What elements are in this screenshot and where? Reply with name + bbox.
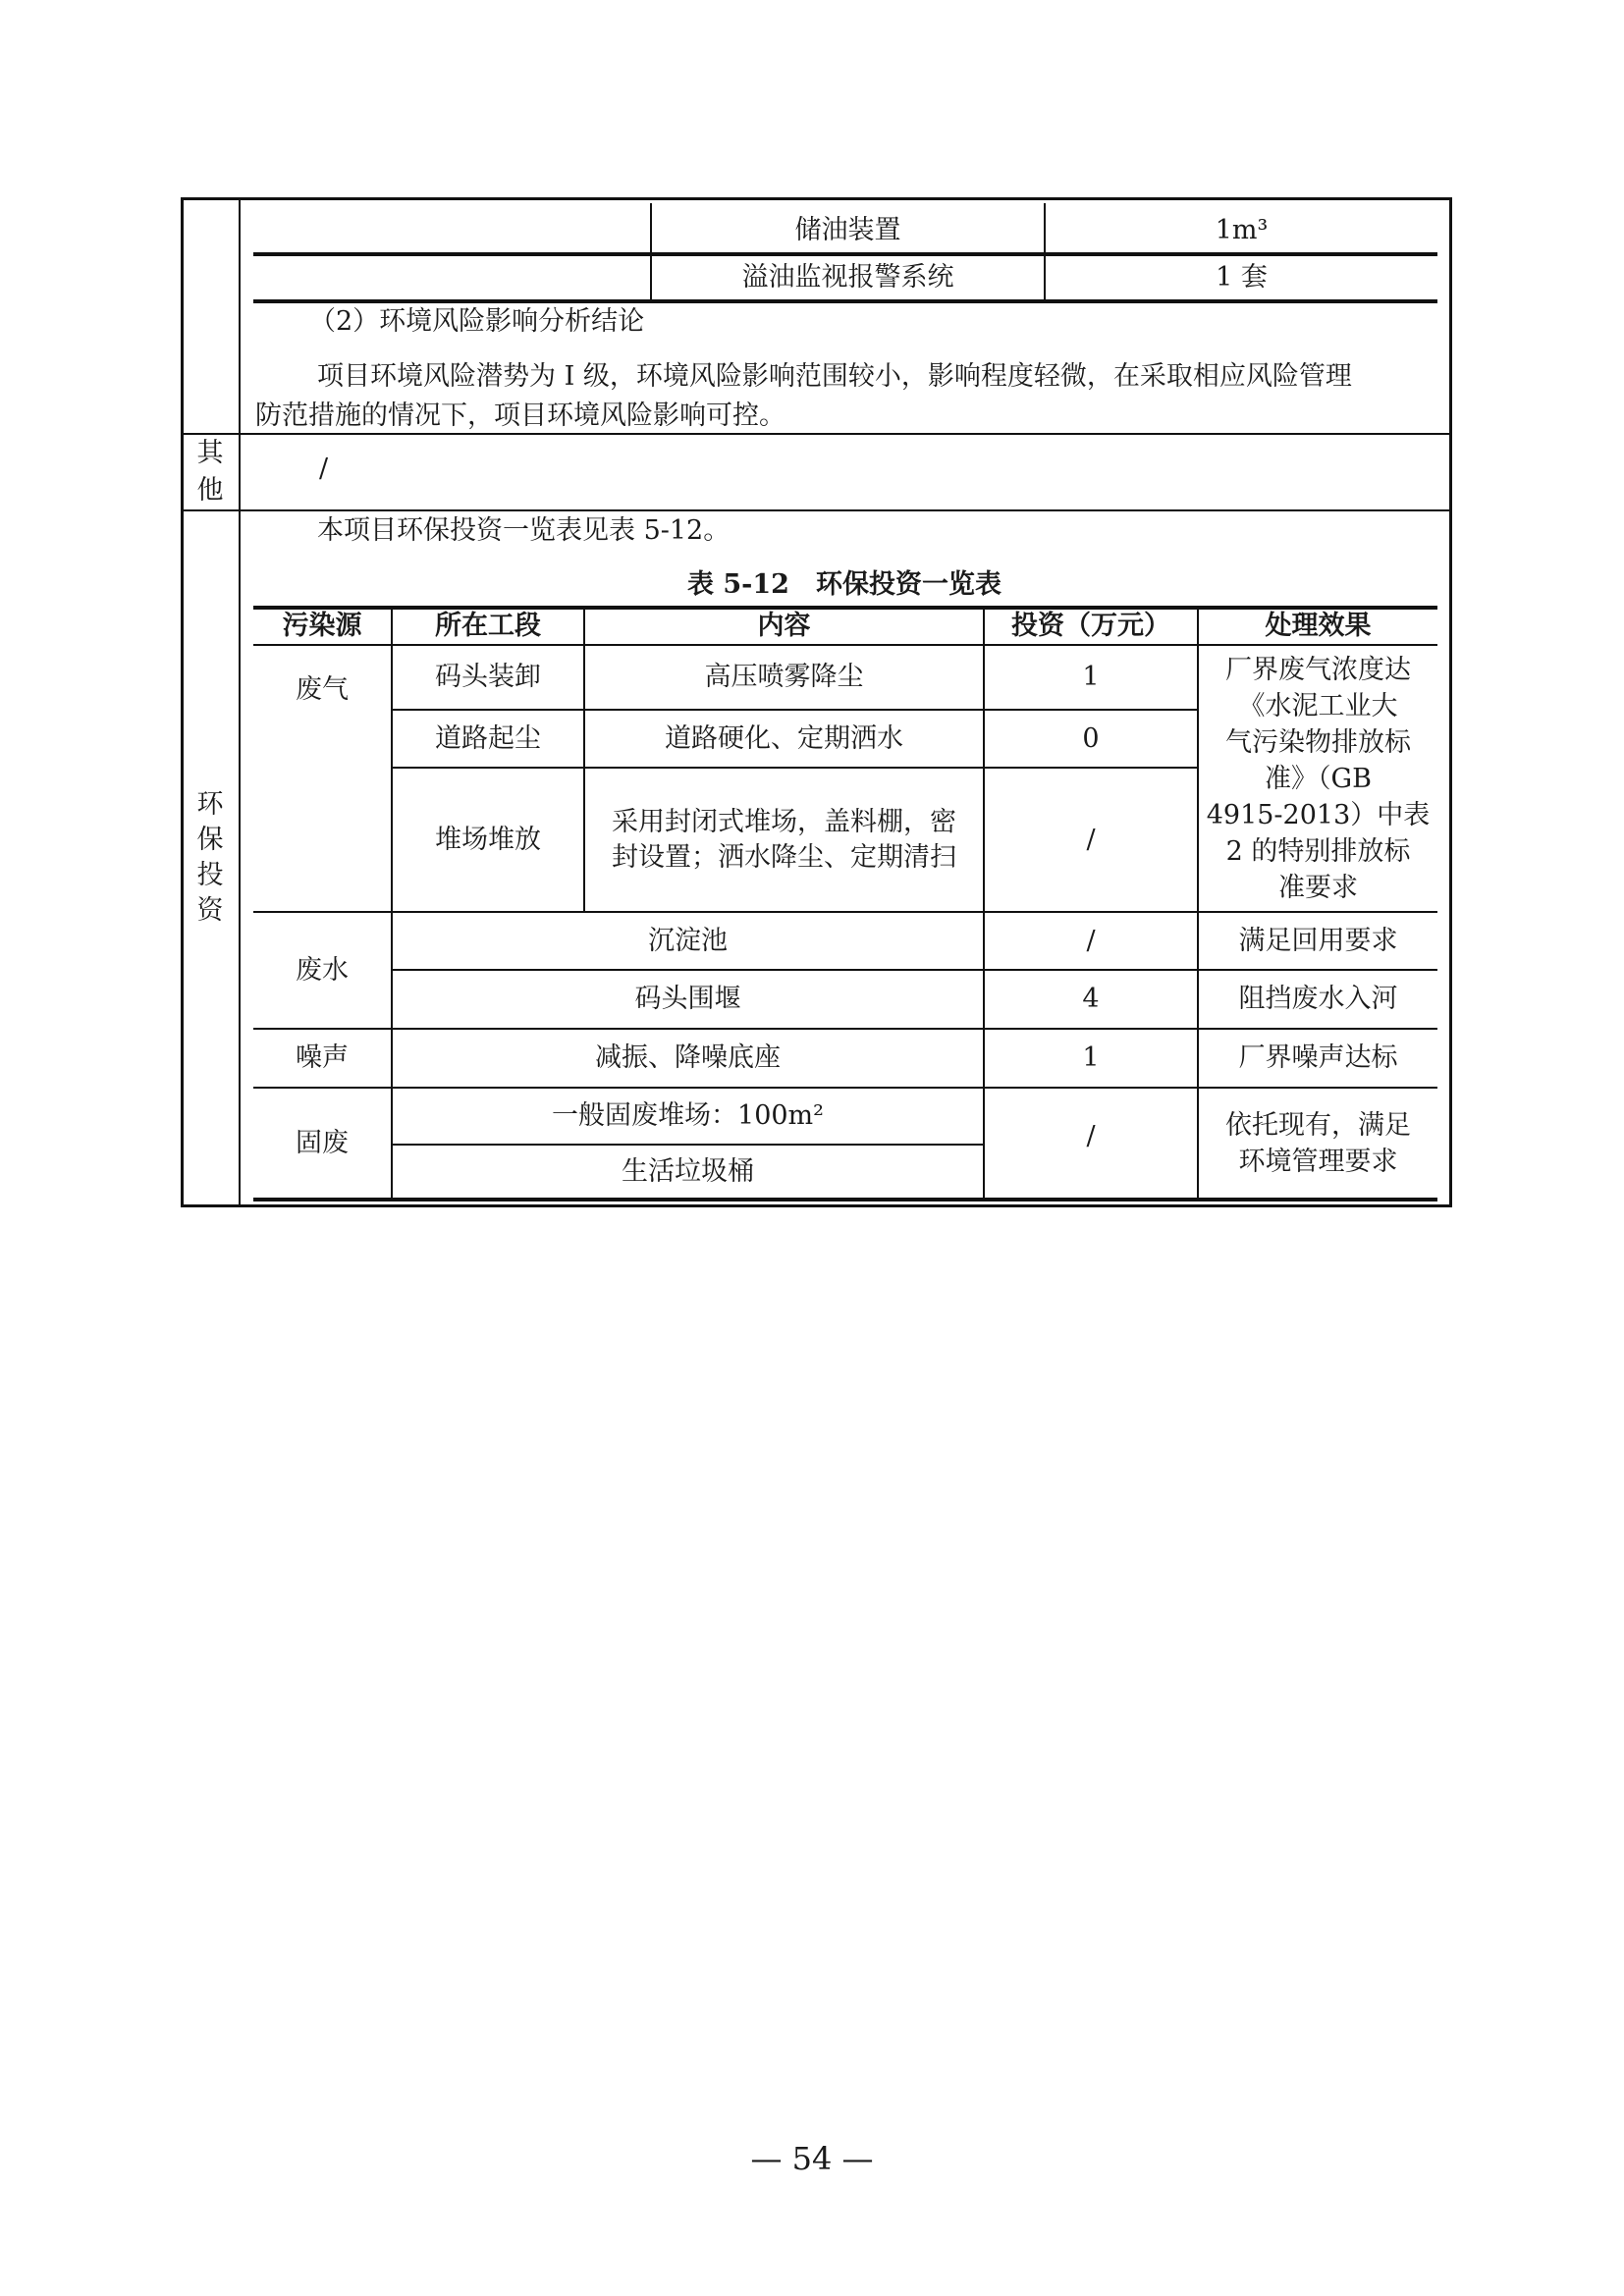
risk-paragraph-line-1: 项目环境风险潜势为 I 级，环境风险影响范围较小，影响程度轻微，在采取相应风险管理 <box>317 361 1352 392</box>
source-waste-gas: 废气 <box>296 674 349 705</box>
investment-table-title: 表 5-12 环保投资一览表 <box>687 569 1001 600</box>
investment-label-3: 投 <box>196 860 224 890</box>
top-row-2-item: 溢油监视报警系统 <box>741 262 954 293</box>
header-source: 污染源 <box>282 610 362 641</box>
other-label-line-1: 其 <box>196 438 224 468</box>
solid-row-1-content: 一般固废堆场：100m² <box>552 1100 824 1131</box>
label-column-divider <box>239 197 241 1207</box>
investment-label-2: 保 <box>196 825 224 855</box>
gas-effect-line-7: 准要求 <box>1278 872 1358 903</box>
gas-row-3-content <box>585 769 983 911</box>
top-table-bottom <box>253 299 1437 303</box>
solid-effect-line-2: 环境管理要求 <box>1238 1146 1398 1177</box>
top-row-1-item: 储油装置 <box>794 215 901 245</box>
gas-row-2-stage: 道路起尘 <box>435 722 541 754</box>
gas-row-1-content: 高压喷雾降尘 <box>704 662 864 692</box>
other-label-line-2: 他 <box>196 475 224 506</box>
header-content: 内容 <box>757 610 811 641</box>
source-waste-water: 废水 <box>296 954 349 986</box>
risk-heading: （2）环境风险影响分析结论 <box>309 306 645 337</box>
water-row-1-effect: 满足回用要求 <box>1238 925 1398 956</box>
water-row-1-investment: / <box>1086 925 1096 956</box>
header-investment: 投资（万元） <box>1011 610 1170 641</box>
gas-effect-line-1: 厂界废气浓度达 <box>1225 654 1411 685</box>
investment-table <box>253 606 1437 1201</box>
page-number: — 54 — <box>750 2140 874 2177</box>
source-solid-waste: 固废 <box>296 1127 349 1158</box>
solid-row-2-content: 生活垃圾桶 <box>622 1155 754 1187</box>
investment-intro: 本项目环保投资一览表见表 5-12。 <box>317 515 731 546</box>
top-row-2-value: 1 套 <box>1216 262 1268 293</box>
solid-investment: / <box>1086 1120 1096 1151</box>
water-row-2-effect: 阻挡废水入河 <box>1238 984 1398 1014</box>
gas-effect-line-6: 2 的特别排放标 <box>1225 835 1411 867</box>
gas-row-3-content-line-1: 采用封闭式堆场，盖料棚，密 <box>612 806 956 837</box>
water-row-2-investment: 4 <box>1082 984 1100 1014</box>
header-stage: 所在工段 <box>435 610 541 641</box>
gas-row-3-stage: 堆场堆放 <box>435 824 541 855</box>
gas-row-2-content: 道路硬化、定期洒水 <box>665 722 903 754</box>
solid-effect-line-1: 依托现有，满足 <box>1225 1109 1411 1141</box>
gas-effect <box>1199 646 1437 911</box>
gas-effect-line-4: 准》（GB <box>1265 763 1372 794</box>
top-row-1-value: 1m³ <box>1215 215 1269 245</box>
noise-effect: 厂界噪声达标 <box>1238 1042 1398 1073</box>
invest-bottom-rule <box>253 1198 1437 1201</box>
gas-effect-line-3: 气污染物排放标 <box>1225 726 1411 758</box>
header-effect: 处理效果 <box>1265 610 1372 641</box>
risk-paragraph-line-2: 防范措施的情况下，项目环境风险影响可控。 <box>255 400 785 431</box>
gas-effect-line-2: 《水泥工业大 <box>1238 690 1398 721</box>
source-noise: 噪声 <box>296 1042 349 1073</box>
noise-content: 减振、降噪底座 <box>595 1042 781 1073</box>
gas-row-3-content-line-2: 封设置；洒水降尘、定期清扫 <box>612 841 956 873</box>
gas-row-3-investment: / <box>1086 824 1096 855</box>
investment-label-1: 环 <box>196 789 224 820</box>
water-row-1-content: 沉淀池 <box>648 925 728 956</box>
noise-investment: 1 <box>1082 1042 1100 1073</box>
other-content: / <box>319 454 329 484</box>
solid-effect <box>1199 1089 1437 1198</box>
water-row-2-content: 码头围堰 <box>634 984 741 1014</box>
section-divider-other-bottom <box>181 509 1452 511</box>
gas-row-1-investment: 1 <box>1082 662 1100 692</box>
gas-row-1-stage: 码头装卸 <box>435 662 541 692</box>
investment-label-4: 资 <box>196 895 224 926</box>
gas-effect-line-5: 4915-2013）中表 <box>1206 799 1431 830</box>
gas-row-2-investment: 0 <box>1082 722 1100 754</box>
